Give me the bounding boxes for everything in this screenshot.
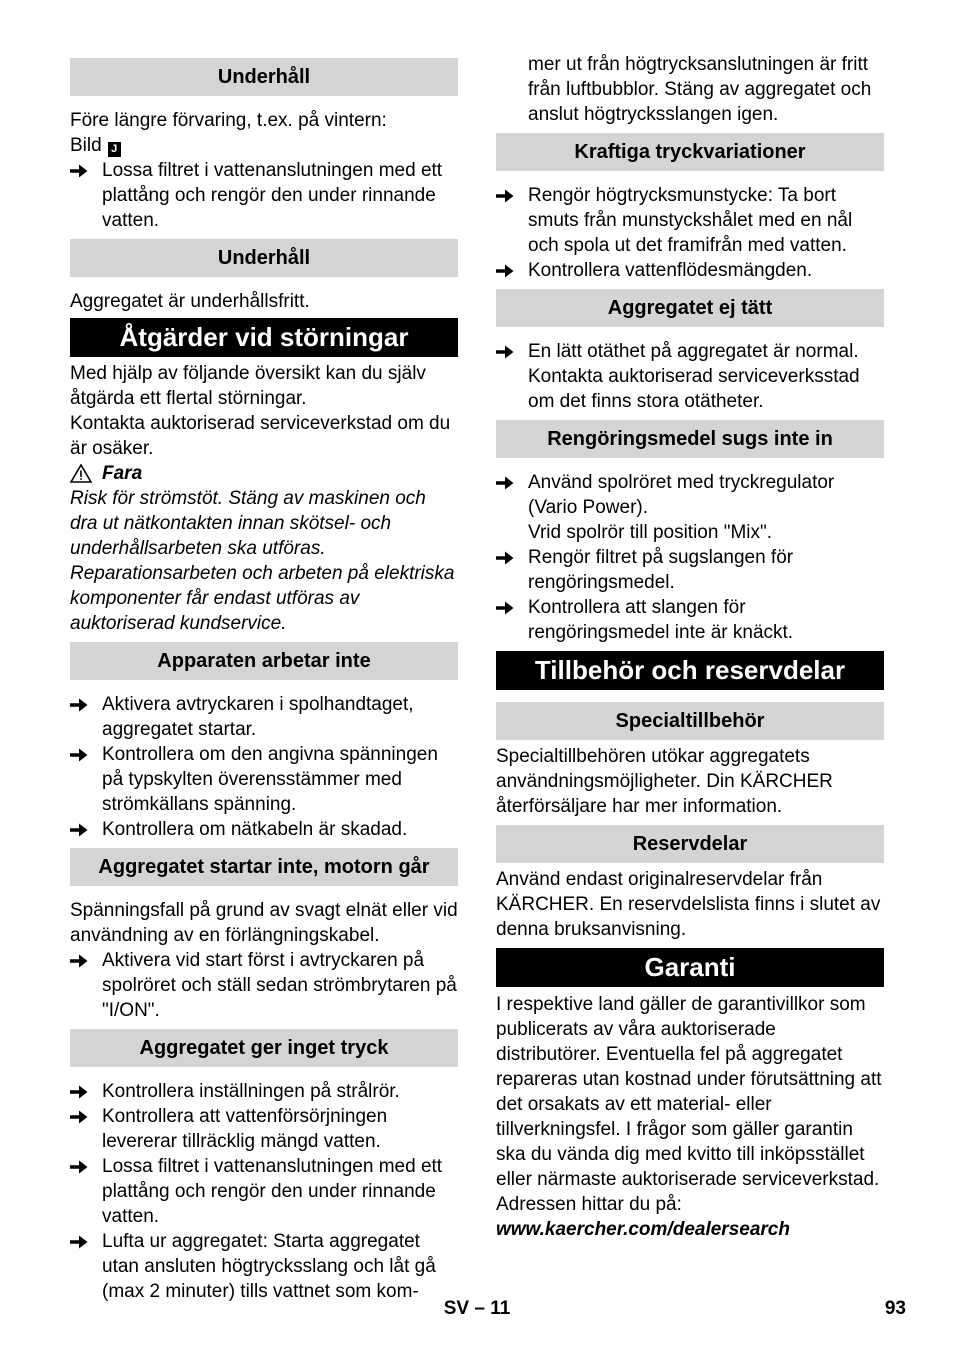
list-item xyxy=(496,470,884,545)
heading-accessories: Tillbehör och reservdelar xyxy=(496,651,884,690)
left-column xyxy=(70,52,458,1304)
heading-maintenance-2: Underhåll xyxy=(70,239,458,277)
voltage-drop-text: Spänningsfall på grund av svagt elnät eller vid användning av en förlängningskabel. xyxy=(70,900,458,946)
list-item xyxy=(70,1229,458,1304)
no-pressure-list xyxy=(70,1079,458,1304)
list-item xyxy=(496,339,884,414)
arrow-right-icon xyxy=(496,258,528,283)
continued-text: mer ut från högtrycksanslutningen är fritt från luftbubblor. Stäng av aggregatet och anslut högtrycksslangen igen. xyxy=(528,54,872,125)
arrow-right-icon xyxy=(496,339,528,414)
list-item-text: Aktivera vid start först i avtryckaren på spolröret och ställ sedan strömbrytaren på "I/ON". xyxy=(102,950,457,1021)
list-item xyxy=(70,1154,458,1229)
list-item-text: Kontrollera att vattenförsörjningen levererar tillräcklig mängd vatten. xyxy=(102,1106,388,1152)
danger-notice xyxy=(70,461,458,486)
pressure-variations-list xyxy=(496,183,884,283)
heading-warranty: Garanti xyxy=(496,948,884,987)
heading-pressure-variations: Kraftiga tryckvariationer xyxy=(496,133,884,171)
list-item-text: Aktivera avtryckaren i spolhandtaget, aggregatet startar. xyxy=(102,694,414,740)
heading-not-working: Apparaten arbetar inte xyxy=(70,642,458,680)
list-item xyxy=(70,817,458,842)
list-item-text: Kontrollera vattenflödesmängden. xyxy=(528,260,813,281)
page-number: 93 xyxy=(884,1298,906,1319)
list-item xyxy=(70,692,458,742)
warranty-address-intro: Adressen hittar du på: xyxy=(496,1194,682,1215)
not-working-list xyxy=(70,692,458,842)
heading-detergent: Rengöringsmedel sugs inte in xyxy=(496,420,884,458)
list-item-text: Kontrollera inställningen på strålrör. xyxy=(102,1081,400,1102)
arrow-right-icon xyxy=(496,470,528,545)
list-item xyxy=(70,1079,458,1104)
arrow-right-icon xyxy=(70,1104,102,1154)
arrow-right-icon xyxy=(70,158,102,233)
list-item-text: Kontrollera att slangen för rengöringsmedel inte är knäckt. xyxy=(528,597,794,643)
warning-triangle-icon xyxy=(70,464,92,483)
list-item xyxy=(70,1104,458,1154)
continued-item xyxy=(496,52,884,127)
heading-special-accessories: Specialtillbehör xyxy=(496,702,884,740)
arrow-right-icon xyxy=(70,1229,102,1304)
heading-no-pressure: Aggregatet ger inget tryck xyxy=(70,1029,458,1067)
list-item-text: Kontrollera om nätkabeln är skadad. xyxy=(102,819,408,840)
list-item xyxy=(496,258,884,283)
heading-not-tight: Aggregatet ej tätt xyxy=(496,289,884,327)
list-item xyxy=(496,545,884,595)
list-item xyxy=(70,742,458,817)
page-label: SV – 11 xyxy=(443,1298,511,1319)
danger-label: Fara xyxy=(102,463,143,484)
list-item-text: Lufta ur aggregatet: Starta aggregatet utan ansluten högtrycksslang och låt gå (max 2 minuter) tills vattnet som kom- xyxy=(102,1231,436,1302)
list-item xyxy=(496,183,884,258)
heading-motor-runs: Aggregatet startar inte, motorn går xyxy=(70,848,458,886)
not-tight-list xyxy=(496,339,884,414)
heading-spare-parts: Reservdelar xyxy=(496,825,884,863)
danger-text-1: Risk för strömstöt. Stäng av maskinen och dra ut nätkontakten innan skötsel- och underhållsarbeten ska utföras. xyxy=(70,488,426,559)
arrow-right-icon xyxy=(496,183,528,258)
figure-letter-icon: J xyxy=(108,142,121,157)
maintenance-1-list xyxy=(70,158,458,233)
troubleshooting-contact: Kontakta auktoriserad serviceverkstad om du är osäker. xyxy=(70,413,451,459)
arrow-right-icon xyxy=(70,1154,102,1229)
warranty-text: I respektive land gäller de garantivillkor som publicerats av våra auktoriserade distributörer. Eventuella fel på aggregatet repareras utan kostnad under förutsättning att det orsakats av ett material- eller tillverkningsfel. I frågor som gäller garantin ska du vända dig med kvitto till inköpsstället eller närmaste auktoriserade serviceverkstad. xyxy=(496,994,882,1190)
arrow-right-icon xyxy=(496,545,528,595)
heading-maintenance-1: Underhåll xyxy=(70,58,458,96)
list-item-text: Lossa filtret i vattenanslutningen med ett plattång och rengör den under rinnande vatten. xyxy=(102,1156,443,1227)
danger-text-2: Reparationsarbeten och arbeten på elektriska komponenter får endast utföras av auktoriserad kundservice. xyxy=(70,563,455,634)
arrow-right-icon xyxy=(70,1079,102,1104)
maintenance-free-text: Aggregatet är underhållsfritt. xyxy=(70,291,310,312)
detergent-item-text-b: Vrid spolrör till position "Mix". xyxy=(528,522,773,543)
arrow-right-icon xyxy=(70,817,102,842)
dealer-search-link[interactable]: www.kaercher.com/dealersearch xyxy=(496,1219,790,1240)
detergent-item-text-a: Använd spolröret med tryckregulator (Vario Power). xyxy=(528,472,835,518)
figure-label: Bild xyxy=(70,135,102,156)
arrow-right-icon xyxy=(70,948,102,1023)
list-item xyxy=(70,948,458,1023)
list-item-text: Lossa filtret i vattenanslutningen med ett plattång och rengör den under rinnande vatten. xyxy=(102,160,443,231)
heading-troubleshooting: Åtgärder vid störningar xyxy=(70,318,458,357)
arrow-right-icon xyxy=(496,595,528,645)
figure-reference xyxy=(70,133,458,158)
special-accessories-text: Specialtillbehören utökar aggregatets användningsmöjligheter. Din KÄRCHER återförsäljare har mer information. xyxy=(496,746,833,817)
right-column xyxy=(496,52,884,1242)
list-item-text: Rengör högtrycksmunstycke: Ta bort smuts från munstyckshålet med en nål och spola ut det framifrån med vatten. xyxy=(528,185,853,256)
list-item-text: Rengör filtret på sugslangen för rengöringsmedel. xyxy=(528,547,794,593)
arrow-right-icon xyxy=(70,742,102,817)
list-item xyxy=(496,595,884,645)
list-item-text: Kontrollera om den angivna spänningen på typskylten överensstämmer med strömkällans spänning. xyxy=(102,744,438,815)
arrow-right-icon xyxy=(70,692,102,742)
detergent-list xyxy=(496,545,884,645)
spare-parts-text: Använd endast originalreservdelar från KÄRCHER. En reservdelslista finns i slutet av denna bruksanvisning. xyxy=(496,869,881,940)
maintenance-storage-text: Före längre förvaring, t.ex. på vintern: xyxy=(70,110,387,131)
troubleshooting-intro: Med hjälp av följande översikt kan du själv åtgärda ett flertal störningar. xyxy=(70,363,426,409)
list-item-text: En lätt otäthet på aggregatet är normal. Kontakta auktoriserad serviceverksstad om det finns stora otätheter. xyxy=(528,341,860,412)
list-item xyxy=(70,158,458,233)
motor-runs-list xyxy=(70,948,458,1023)
